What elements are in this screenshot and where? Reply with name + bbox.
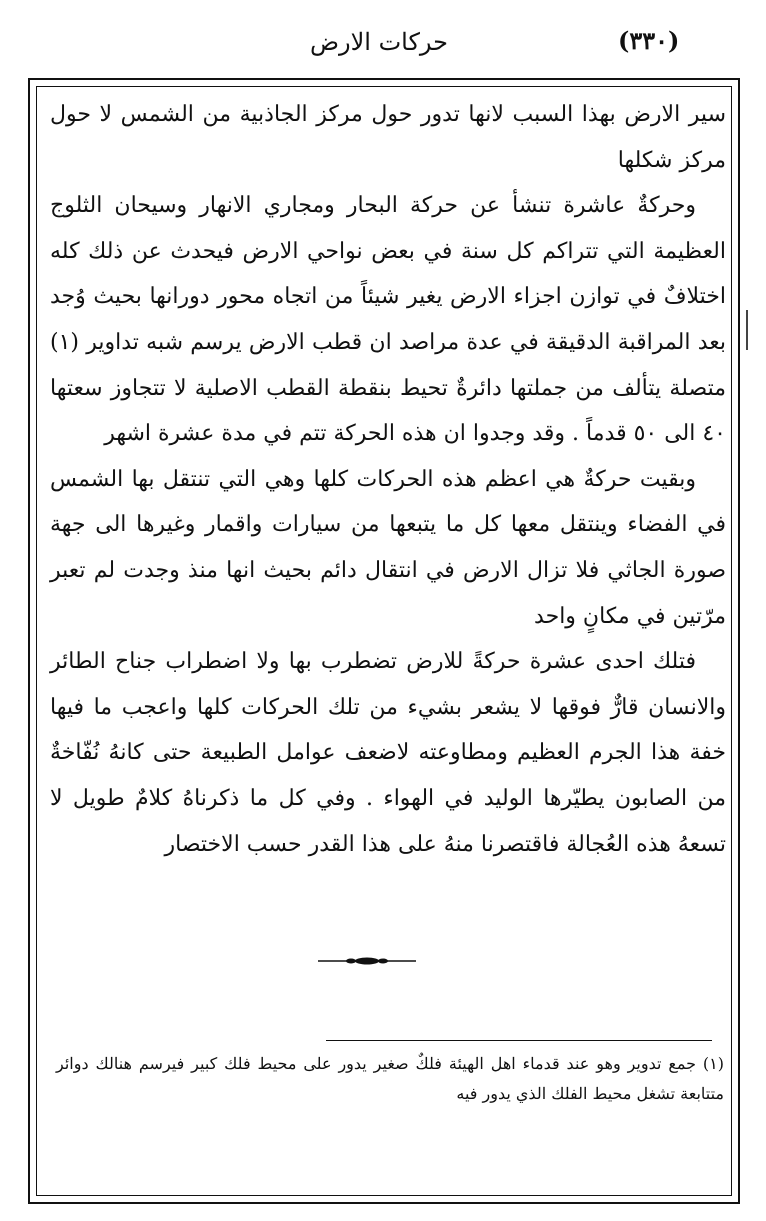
main-text [50,92,726,867]
page-number: (٣٣٠) [618,26,680,55]
paragraph: وبقيت حركةٌ هي اعظم هذه الحركات كلها وهي التي تنتقل بها الشمس في الفضاء وينتقل معها كل ما يتبعها من سيارات واقمار وغيرها الى جهة صورة الجاثي فلا تزال الارض في انتقال دائم بحيث انها منذ وجدت لم تعبر مرّتين في مكانٍ واحد [50,466,726,629]
running-title: حركات الارض [310,28,448,56]
paragraph: فتلك احدى عشرة حركةً للارض تضطرب بها ولا اضطراب جناح الطائر والانسان قارٌّ فوقها لا يشعر بشيء من تلك الحركات كلها واعجب ما فيها خفة هذا الجرم العظيم ومطاوعته لاضعف عوامل الطبيعة حتى كانهُ نُفّاخةٌ من الصابون يطيّرها الوليد في الهواء . وفي كل ما ذكرناهُ كلامٌ طويل لا تسعهُ هذه العُجالة فاقتصرنا منهُ على هذا القدر حسب الاختصار [50,649,726,857]
margin-mark [746,310,748,350]
paragraph: وحركةٌ عاشرة تنشأ عن حركة البحار ومجاري الانهار وسيحان الثلوج العظيمة التي تتراكم كل سنة في بعض نواحي الارض فيحدث عن ذلك كله اختلافٌ في توازن اجزاء الارض يغير شيئاً من اتجاه محور دورانها بحيث وُجد بعد المراقبة الدقيقة في عدة مراصد ان قطب الارض يرسم شبه تداوير (١) متصلة يتألف من جملتها دائرةٌ تحيط بنقطة القطب الاصلية لا تتجاوز سعتها ٤٠ الى ٥٠ قدماً . وقد وجدوا ان هذه الحركة تتم في مدة عشرة اشهر [50,193,726,447]
footnote [56,1049,724,1109]
footnote-text: (١) جمع تدوير وهو عند قدماء اهل الهيئة فلكٌ صغير يدور على محيط فلك كبير فيرسم هنالك دوائر متتابعة تشغل محيط الفلك الذي يدور فيه [56,1054,725,1103]
section-ornament [318,955,416,967]
page-header [40,22,718,66]
paragraph: سير الارض بهذا السبب لانها تدور حول مركز الجاذبية من الشمس لا حول مركز شكلها [50,102,726,173]
footnote-separator [326,1040,712,1041]
